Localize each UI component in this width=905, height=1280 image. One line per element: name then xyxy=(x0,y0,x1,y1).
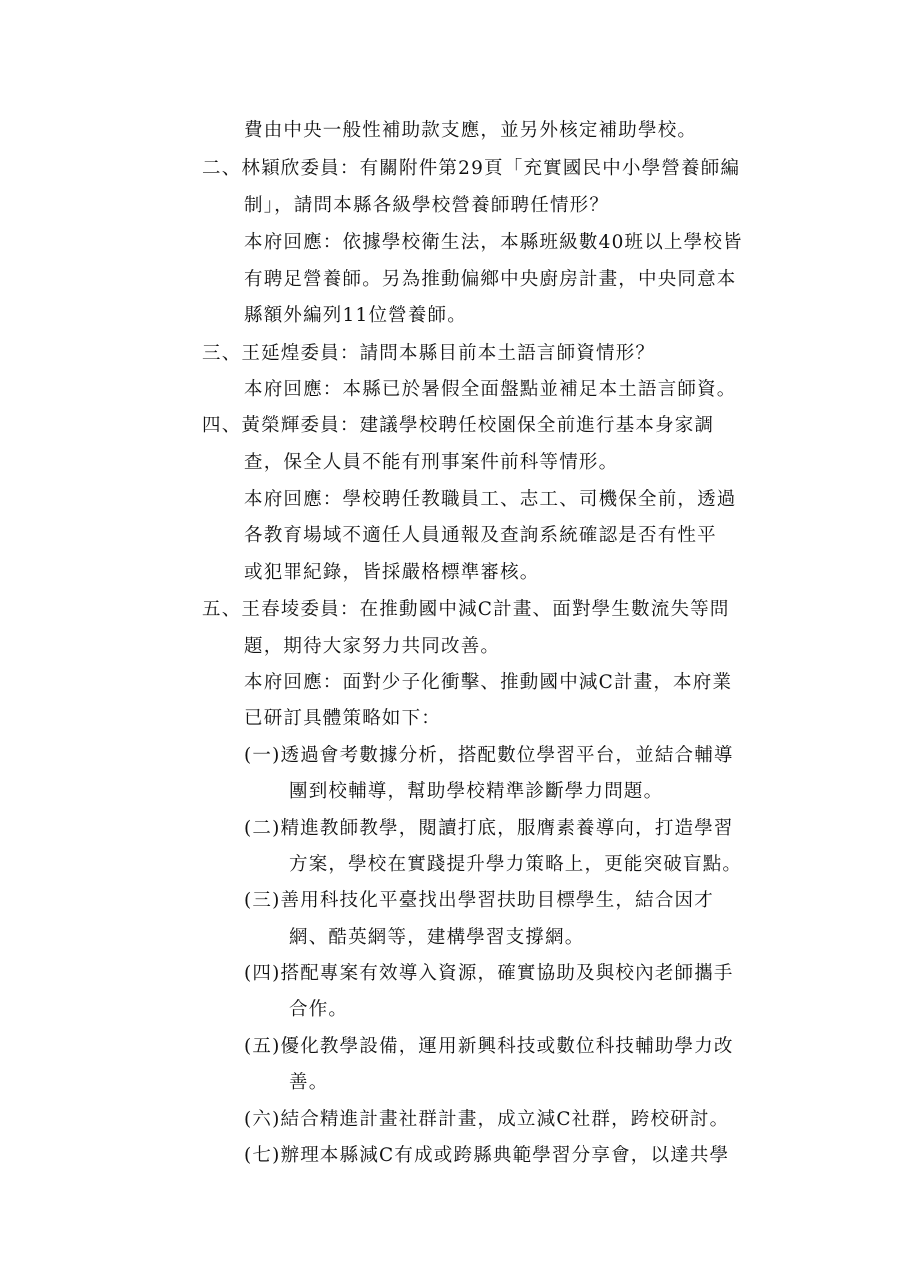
sub-item-7-line-1: (七)辦理本縣減C有成或跨縣典範學習分享會，以達共學 xyxy=(244,1145,730,1166)
item-4-question-line-1: 四、黃榮輝委員：建議學校聘任校園保全前進行基本身家調 xyxy=(202,415,715,436)
item-4-answer-line-1: 本府回應：學校聘任教職員工、志工、司機保全前，透過 xyxy=(244,489,737,510)
intro-line: 費由中央一般性補助款支應，並另外核定補助學校。 xyxy=(244,120,698,141)
sub-item-2-line-1: (二)精進教師教學，閱讀打底，服膺素養導向，打造學習 xyxy=(244,818,734,839)
item-5-answer-line-1: 本府回應：面對少子化衝擊、推動國中減C計畫，本府業 xyxy=(244,672,733,693)
sub-item-6-line-1: (六)結合精進計畫社群計畫，成立減C社群，跨校研討。 xyxy=(244,1109,730,1130)
item-2-answer-line-1: 本府回應：依據學校衛生法，本縣班級數40班以上學校皆 xyxy=(244,232,743,253)
sub-item-3-line-2: 網、酷英網等，建構學習支撐網。 xyxy=(289,927,585,948)
sub-item-1-line-1: (一)透過會考數據分析，搭配數位學習平台，並結合輔導 xyxy=(244,745,734,766)
item-3-answer-line-1: 本府回應：本縣已於暑假全面盤點並補足本土語言師資。 xyxy=(244,379,737,400)
item-5-answer-line-2: 已研訂具體策略如下： xyxy=(244,708,442,729)
item-2-answer-line-2: 有聘足營養師。另為推動偏鄉中央廚房計畫，中央同意本 xyxy=(244,269,737,290)
item-3-question-line-1: 三、王延煌委員：請問本縣目前本土語言師資情形？ xyxy=(202,343,656,364)
sub-item-5-line-1: (五)優化教學設備，運用新興科技或數位科技輔助學力改 xyxy=(244,1036,734,1057)
item-4-question-line-2: 查，保全人員不能有刑事案件前科等情形。 xyxy=(244,452,619,473)
item-4-answer-line-2: 各教育場域不適任人員通報及查詢系統確認是否有性平 xyxy=(244,525,717,546)
item-5-question-line-1: 五、王春堎委員：在推動國中減C計畫、面對學生數流失等問 xyxy=(202,599,730,620)
item-2-question-line-1: 二、林穎欣委員：有關附件第29頁「充實國民中小學營養師編 xyxy=(202,158,741,179)
item-2-answer-line-3: 縣額外編列11位營養師。 xyxy=(244,305,467,326)
item-5-question-line-2: 題，期待大家努力共同改善。 xyxy=(244,636,501,657)
sub-item-4-line-2: 合作。 xyxy=(289,999,349,1020)
sub-item-1-line-2: 團到校輔導，幫助學校精準診斷學力問題。 xyxy=(289,781,664,802)
sub-item-3-line-1: (三)善用科技化平臺找出學習扶助目標學生，結合因才 xyxy=(244,890,714,911)
item-4-answer-line-3: 或犯罪紀錄，皆採嚴格標準審核。 xyxy=(244,562,540,583)
item-2-question-line-2: 制」，請問本縣各級學校營養師聘任情形？ xyxy=(244,195,610,216)
sub-item-5-line-2: 善。 xyxy=(289,1072,329,1093)
sub-item-2-line-2: 方案，學校在實踐提升學力策略上，更能突破盲點。 xyxy=(289,854,743,875)
sub-item-4-line-1: (四)搭配專案有效導入資源，確實協助及與校內老師攜手 xyxy=(244,963,734,984)
